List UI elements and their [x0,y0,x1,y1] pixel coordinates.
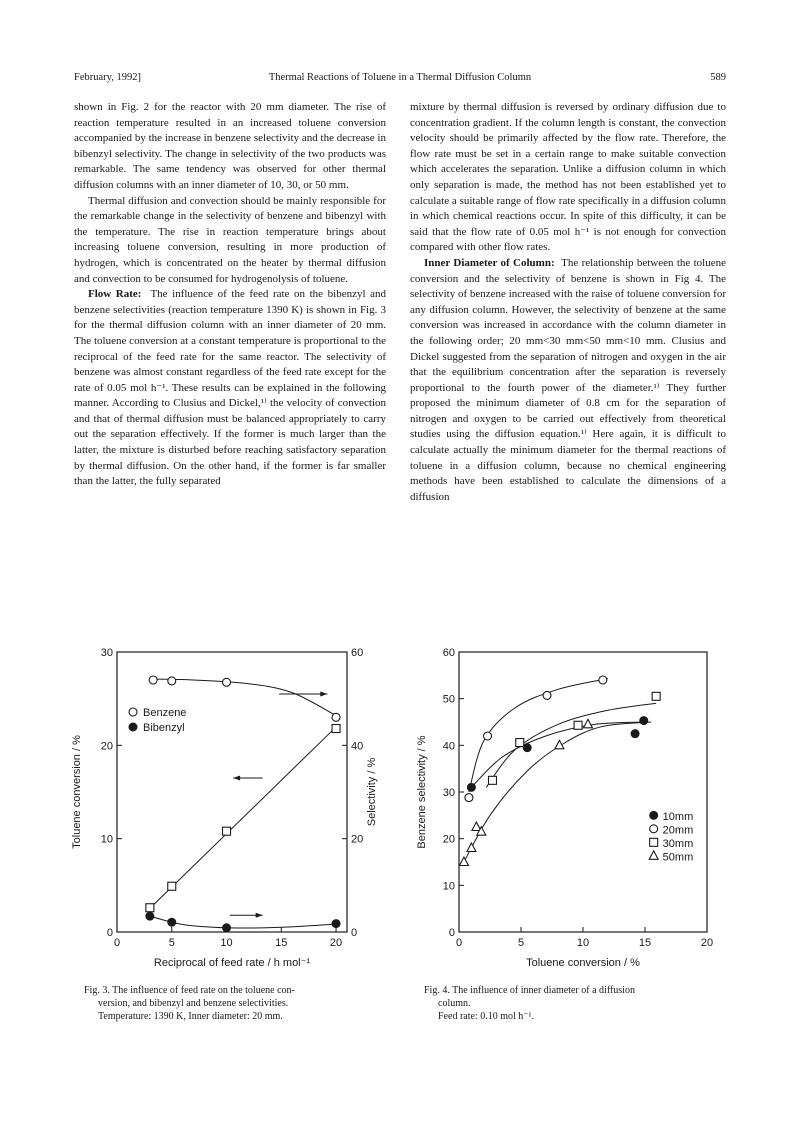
page-number: 589 [710,72,726,83]
fig3-bibenzyl-trend-curve [150,916,336,928]
fig3-x-tick-label: 10 [220,937,233,949]
fig4-point-10mm [631,730,639,738]
fig4-legend-marker-30mm [650,838,658,846]
running-header [74,72,726,88]
paragraph-text: The influence of the feed rate on the bibenzyl and benzene selectivities (reaction temperature 1390 K) is shown in Fig. 3 for the thermal diffusion column with an inner diameter of 20 mm. The toluene conversion at a constant temperature is proportional to the reciprocal of the feed rate for the same reactor. The selectivity of benzene was almost constant regardless of the feed rate except for the rate of 0.05 mol h⁻¹. These results can be explained in the following manner. According to Clusius and Dickel,¹⁾ the velocity of convection and that of thermal diffusion must be balanced appropriately to carry out the separation effectively. If the former is much larger than the latter, the mixture is disturbed before reaching satisfactory separation by thermal diffusion. On the other hand, if the former is far smaller than the latter, the fully separated [74,288,386,488]
fig3-y-right-tick-label: 40 [351,740,364,753]
fig4-y-tick-label: 0 [448,927,455,939]
fig3-legend-marker-bibenzyl [129,723,137,731]
fig3-y-right-tick-label: 20 [351,833,364,846]
fig4-point-30mm [574,721,582,729]
figure-3 [60,640,390,980]
header-title: Thermal Reactions of Toluene in a Thermal Diffusion Column [268,72,532,83]
fig4-legend-label-10mm: 10mm [662,810,694,823]
fig4-point-50mm [459,857,468,866]
fig3-y-left-tick-label: 0 [106,927,113,939]
fig4-y-tick-label: 60 [442,647,455,659]
fig3-y-right-tick-label: 60 [351,647,364,659]
fig3-x-tick-label: 0 [113,937,121,949]
fig4-50mm-trend-curve [463,722,652,864]
paragraph: shown in Fig. 2 for the reactor with 20 mm diameter. The rise of reaction temperature resulted in an increased toluene conversion accompanied by the increase in benzene selectivity and the decrease in bibenzyl selectivity. The change in selectivity of the two products was remarkable. The same tendency was observed for other thermal diffusion columns with an inner diameter of 10, 30, or 50 mm. [74,101,386,191]
fig4-point-20mm [465,794,473,802]
fig4-y-tick-label: 30 [442,787,455,799]
fig3-x-tick-label: 20 [329,937,343,949]
fig3-y-right-tick-label: 0 [351,927,358,939]
fig3-point-toluene-conversion [168,882,176,890]
fig4-point-30mm [652,692,660,700]
fig3-point-bibenzyl [223,924,231,932]
fig4-legend-label-50mm: 50mm [662,851,694,864]
fig4-x-tick-label: 20 [700,937,714,949]
caption-line: column. [438,998,471,1009]
fig4-point-20mm [599,676,607,684]
figure-4 [405,640,735,980]
fig3-x-tick-label: 15 [275,937,288,949]
fig3-point-benzene [223,678,231,686]
fig4-point-10mm [640,717,648,725]
fig4-point-20mm [484,732,492,740]
paragraph-text: The relationship between the toluene conversion and the selectivity of benzene is shown in Fig 4. The selectivity of benzene increased with the raise of toluene conversion for any diffusion column. However, the selectivity of benzene at the same conversion was increased in accordance with the column diameter in the following order; 20 mm<30 mm<50 mm<10 mm. Clusius and Dickel suggested from the separation of nitrogen and oxygen in the air that the equilibrium concentration after the separation is reversely proportional to the fourth power of the diameter.¹⁾ They further proposed the minimum diameter of 0.8 cm for the separation of nitrogen and oxygen to be carried out effectively from theoretical studies using the diffusion equation.¹⁾ Here again, it is difficult to calculate actually the minimum diameter for the thermal reactions of toluene in a diffusion column, because no chemical engineering methods have been established to calculate the dimensions of a diffusion [410,256,726,503]
fig4-legend-label-20mm: 20mm [662,824,694,837]
fig3-legend-label-bibenzyl: Bibenzyl [143,722,185,734]
fig3-point-bibenzyl [146,912,154,920]
fig3-legend-label-benzene: Benzene [143,707,187,719]
fig4-10mm-trend-curve [471,722,647,787]
paragraph: mixture by thermal diffusion is reversed by ordinary diffusion due to concentration gradient. If the column length is constant, the convection velocity should be primarily affected by the flow rate. Therefore, the flow rate must be set in a certain range to make suitable convection which accelerates the separation. Unlike a diffusion column in which only separation is made, the method has not been established yet to calculate a suitable range of flow rate specifically in a diffusion column in which chemical reactions occur. In spite of this difficulty, it can be said that the flow rate of 0.05 mol h⁻¹ is not enough for convection compared with other flow rates. [410,101,726,254]
paragraph: Thermal diffusion and convection should be mainly responsible for the remarkable change in the selectivity of benzene and bibenzyl with the temperature. The rise in reaction temperature brings about increasing toluene conversion, resulting in more production of hydrogen, which is concentrated on the heater by thermal diffusion and convection to be consumed for hydrogenolysis of toluene. [74,194,386,285]
fig3-bibenzyl-axis-arrow-head [256,913,263,918]
fig4-legend-marker-50mm [649,851,658,860]
fig4-point-30mm [488,776,496,784]
fig4-point-50mm [583,719,592,728]
fig4-x-tick-label: 0 [455,937,463,949]
fig3-y-left-tick-label: 10 [100,833,113,846]
fig3-x-axis-label: Reciprocal of feed rate / h mol⁻¹ [153,957,311,969]
fig3-y-left-tick-label: 20 [100,740,113,753]
fig3-caption [84,984,295,1023]
paragraph [410,256,726,506]
fig4-point-20mm [543,691,551,699]
fig3-conversion-axis-arrow-head [233,776,240,781]
fig3-point-toluene-conversion [223,827,231,835]
fig3-legend-marker-benzene [129,708,137,716]
fig4-point-10mm [523,744,531,752]
fig4-legend-label-30mm: 30mm [662,837,694,850]
fig3-y-right-axis-label: Selectivity / % [366,757,378,827]
fig4-y-tick-label: 20 [442,833,455,846]
caption-line: Feed rate: 0.10 mol h⁻¹. [438,1011,535,1022]
fig3-x-tick-label: 5 [168,937,175,949]
fig3-point-bibenzyl [332,920,340,928]
fig4-30mm-trend-curve [486,703,656,787]
caption-line: Temperature: 1390 K, Inner diameter: 20 mm. [98,1011,283,1022]
fig4-point-30mm [516,739,524,747]
fig3-benzene-axis-arrow-head [320,692,327,697]
caption-line: Fig. 3. The influence of feed rate on the toluene con- [84,985,295,996]
fig3-point-bibenzyl [168,918,176,926]
header-date: February, 1992] [74,72,141,83]
fig3-y-left-axis-label: Toluene conversion / % [71,735,83,849]
fig4-x-axis-label: Toluene conversion / % [526,957,640,969]
fig3-point-benzene [332,713,340,721]
fig3-y-left-tick-label: 30 [100,647,113,659]
caption-line: Fig. 4. The influence of inner diameter of a diffusion [424,985,635,996]
caption-line: version, and bibenzyl and benzene selectivities. [98,998,289,1009]
fig4-plot-frame [459,652,707,932]
fig4-legend-marker-20mm [650,825,658,833]
fig4-x-tick-label: 10 [576,937,590,949]
fig4-caption [424,984,635,1023]
fig4-y-tick-label: 10 [442,880,455,893]
paragraph [74,287,386,490]
fig4-x-tick-label: 15 [638,937,652,949]
fig3-point-toluene-conversion [146,904,154,912]
fig3-point-benzene [168,677,176,685]
fig4-legend-marker-10mm [650,811,658,819]
fig4-y-tick-label: 40 [442,740,455,753]
fig4-y-tick-label: 50 [442,693,455,706]
fig3-chart [60,640,390,980]
fig3-point-benzene [149,676,157,684]
fig4-chart [405,640,735,980]
fig4-point-10mm [467,783,475,791]
fig4-point-50mm [467,843,476,852]
fig3-point-toluene-conversion [332,725,340,733]
fig4-y-axis-label: Benzene selectivity / % [416,735,428,849]
section-heading-inner-diameter: Inner Diameter of Column: [424,256,555,269]
right-text-column [410,100,726,505]
section-heading-flow-rate: Flow Rate: [88,288,142,301]
fig4-x-tick-label: 5 [517,937,525,949]
left-text-column [74,100,386,490]
